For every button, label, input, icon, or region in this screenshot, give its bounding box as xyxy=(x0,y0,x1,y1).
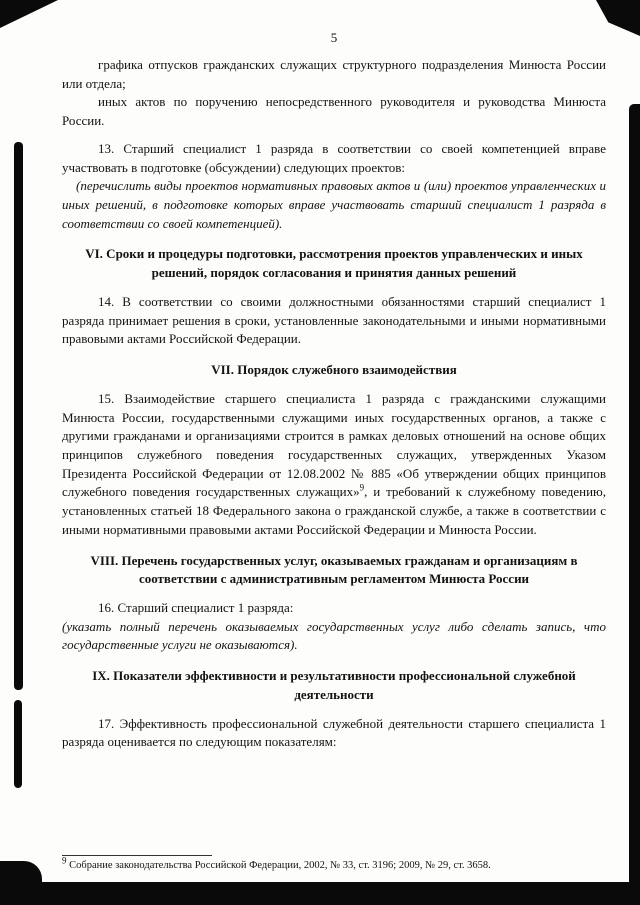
section-heading-vii: VII. Порядок служебного взаимодействия xyxy=(211,362,457,378)
section-heading-ix: IX. Показатели эффективности и результативности профессиональной служебной деятельности xyxy=(92,668,576,702)
paragraph-16: 16. Старший специалист 1 разряда: xyxy=(98,599,294,615)
scan-artifact-right-bar xyxy=(629,104,640,905)
scan-artifact-left-bar-lower xyxy=(14,700,22,788)
footnote-block xyxy=(62,855,600,873)
paragraph-list-item-grafika: графика отпусков гражданских служащих структурного подразделения Минюста России или отдела; xyxy=(62,57,606,91)
document-body xyxy=(62,30,606,752)
footnote-citation: Собрание законодательства Российской Федерации, 2002, № 33, ст. 3196; 2009, № 29, ст. 3658. xyxy=(69,859,491,871)
instruction-note-13: (перечислить виды проектов нормативных правовых актов и (или) проектов управленческих и иных решений, в подготовке которых вправе участвовать старший специалист 1 разряда в соответствии со своей компетенцией). xyxy=(62,178,606,231)
paragraph-15-continuation: , и требований к служебному поведению, установленных статьей 18 Федерального закона о гражданской службе, а также в соответствии с иными нормативными правовыми актами Российской Федерации и Минюста России. xyxy=(62,484,607,537)
paragraph-17: 17. Эффективность профессиональной служебной деятельности старшего специалиста 1 разряда оценивается по следующим показателям: xyxy=(62,715,606,750)
paragraph-13: 13. Старший специалист 1 разряда в соответствии со своей компетенцией вправе участвовать в подготовке (обсуждении) следующих проектов: xyxy=(62,140,606,175)
paragraph-14: 14. В соответствии со своими должностными обязанностями старший специалист 1 разряда принимает решения в сроки, установленные законодательными и иными нормативными правовыми актами Российской Федерации. xyxy=(62,293,606,347)
scan-artifact-left-bar-upper xyxy=(14,142,23,690)
scan-artifact-top-left xyxy=(0,0,58,28)
instruction-note-16: (указать полный перечень оказываемых государственных услуг либо сделать запись, что государственные услуги не оказываются). xyxy=(62,618,606,653)
footnote-divider xyxy=(62,855,212,856)
paragraph-15 xyxy=(62,390,606,540)
footnote-text xyxy=(62,855,600,873)
paragraph-15-text: 15. Взаимодействие старшего специалиста 1 разряда с гражданскими служащими Минюста России, государственными служащими иных государственных органов, а также с другими гражданами и организациями строится в рамках деловых отношений на основе общих принципов служебного поведения государственных служащих, утвержденных Указом Президента Российской Федерации от 12.08.2002 № 885 «Об утверждении общих принципов служебного поведения государственных служащих» xyxy=(62,390,606,500)
page-number: 5 xyxy=(330,30,338,45)
scan-artifact-bottom-bar xyxy=(0,882,640,905)
footnote-marker-9: 9 xyxy=(62,855,67,866)
section-heading-viii: VIII. Перечень государственных услуг, оказываемых гражданам и организациям в соответствии с административным регламентом Минюста России xyxy=(90,552,578,587)
section-heading-vi: VI. Сроки и процедуры подготовки, рассмотрения проектов управленческих и иных решений, порядок согласования и принятия данных решений xyxy=(85,246,583,281)
paragraph-list-item-inykh-aktov: иных актов по поручению непосредственного руководителя и руководства Минюста России. xyxy=(62,94,606,129)
footnote-reference-9: 9 xyxy=(359,483,365,494)
